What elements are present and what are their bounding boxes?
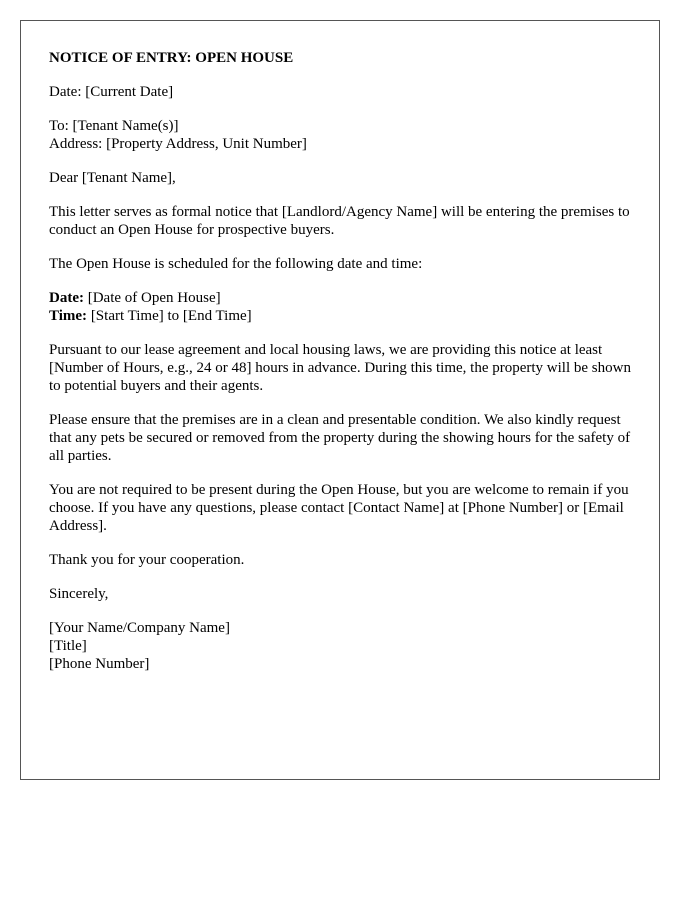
time-label: Time:: [49, 308, 88, 324]
signature-block: [49, 619, 631, 673]
paragraph-schedule: The Open House is scheduled for the following date and time:: [49, 256, 423, 272]
time-value: [Start Time] to [End Time]: [87, 308, 252, 324]
signature-title: [Title]: [49, 638, 87, 654]
signature-name: [Your Name/Company Name]: [49, 620, 230, 636]
letter-page: [20, 20, 660, 780]
date-label: Date:: [49, 290, 84, 306]
address-line: Address: [Property Address, Unit Number]: [49, 136, 307, 152]
recipient-block: [49, 117, 631, 153]
date-line: Date: [Current Date]: [49, 84, 174, 100]
to-line: To: [Tenant Name(s)]: [49, 118, 179, 134]
paragraph-pursuant: Pursuant to our lease agreement and local housing laws, we are providing this notice at least [Number of Hours, e.g., 24 or 48] hours in advance. During this time, the property will be shown to potential buyers and their agents.: [49, 342, 631, 394]
paragraph-premises: Please ensure that the premises are in a clean and presentable condition. We also kindly request that any pets be secured or removed from the property during the showing hours for the safety of all parties.: [49, 412, 631, 464]
thanks-line: Thank you for your cooperation.: [49, 552, 245, 568]
schedule-block: [49, 289, 631, 325]
paragraph-present: You are not required to be present during the Open House, but you are welcome to remain if you choose. If you have any questions, please contact [Contact Name] at [Phone Number] or [Email Address].: [49, 482, 629, 534]
open-house-time: [49, 307, 631, 325]
date-value: [Date of Open House]: [83, 290, 221, 306]
salutation: Dear [Tenant Name],: [49, 170, 176, 186]
signature-phone: [Phone Number]: [49, 656, 150, 672]
letter-title: NOTICE OF ENTRY: OPEN HOUSE: [49, 50, 294, 66]
open-house-date: [49, 289, 631, 307]
paragraph-notice: This letter serves as formal notice that [Landlord/Agency Name] will be entering the premises to conduct an Open House for prospective buyers.: [49, 204, 630, 238]
closing: Sincerely,: [49, 586, 109, 602]
